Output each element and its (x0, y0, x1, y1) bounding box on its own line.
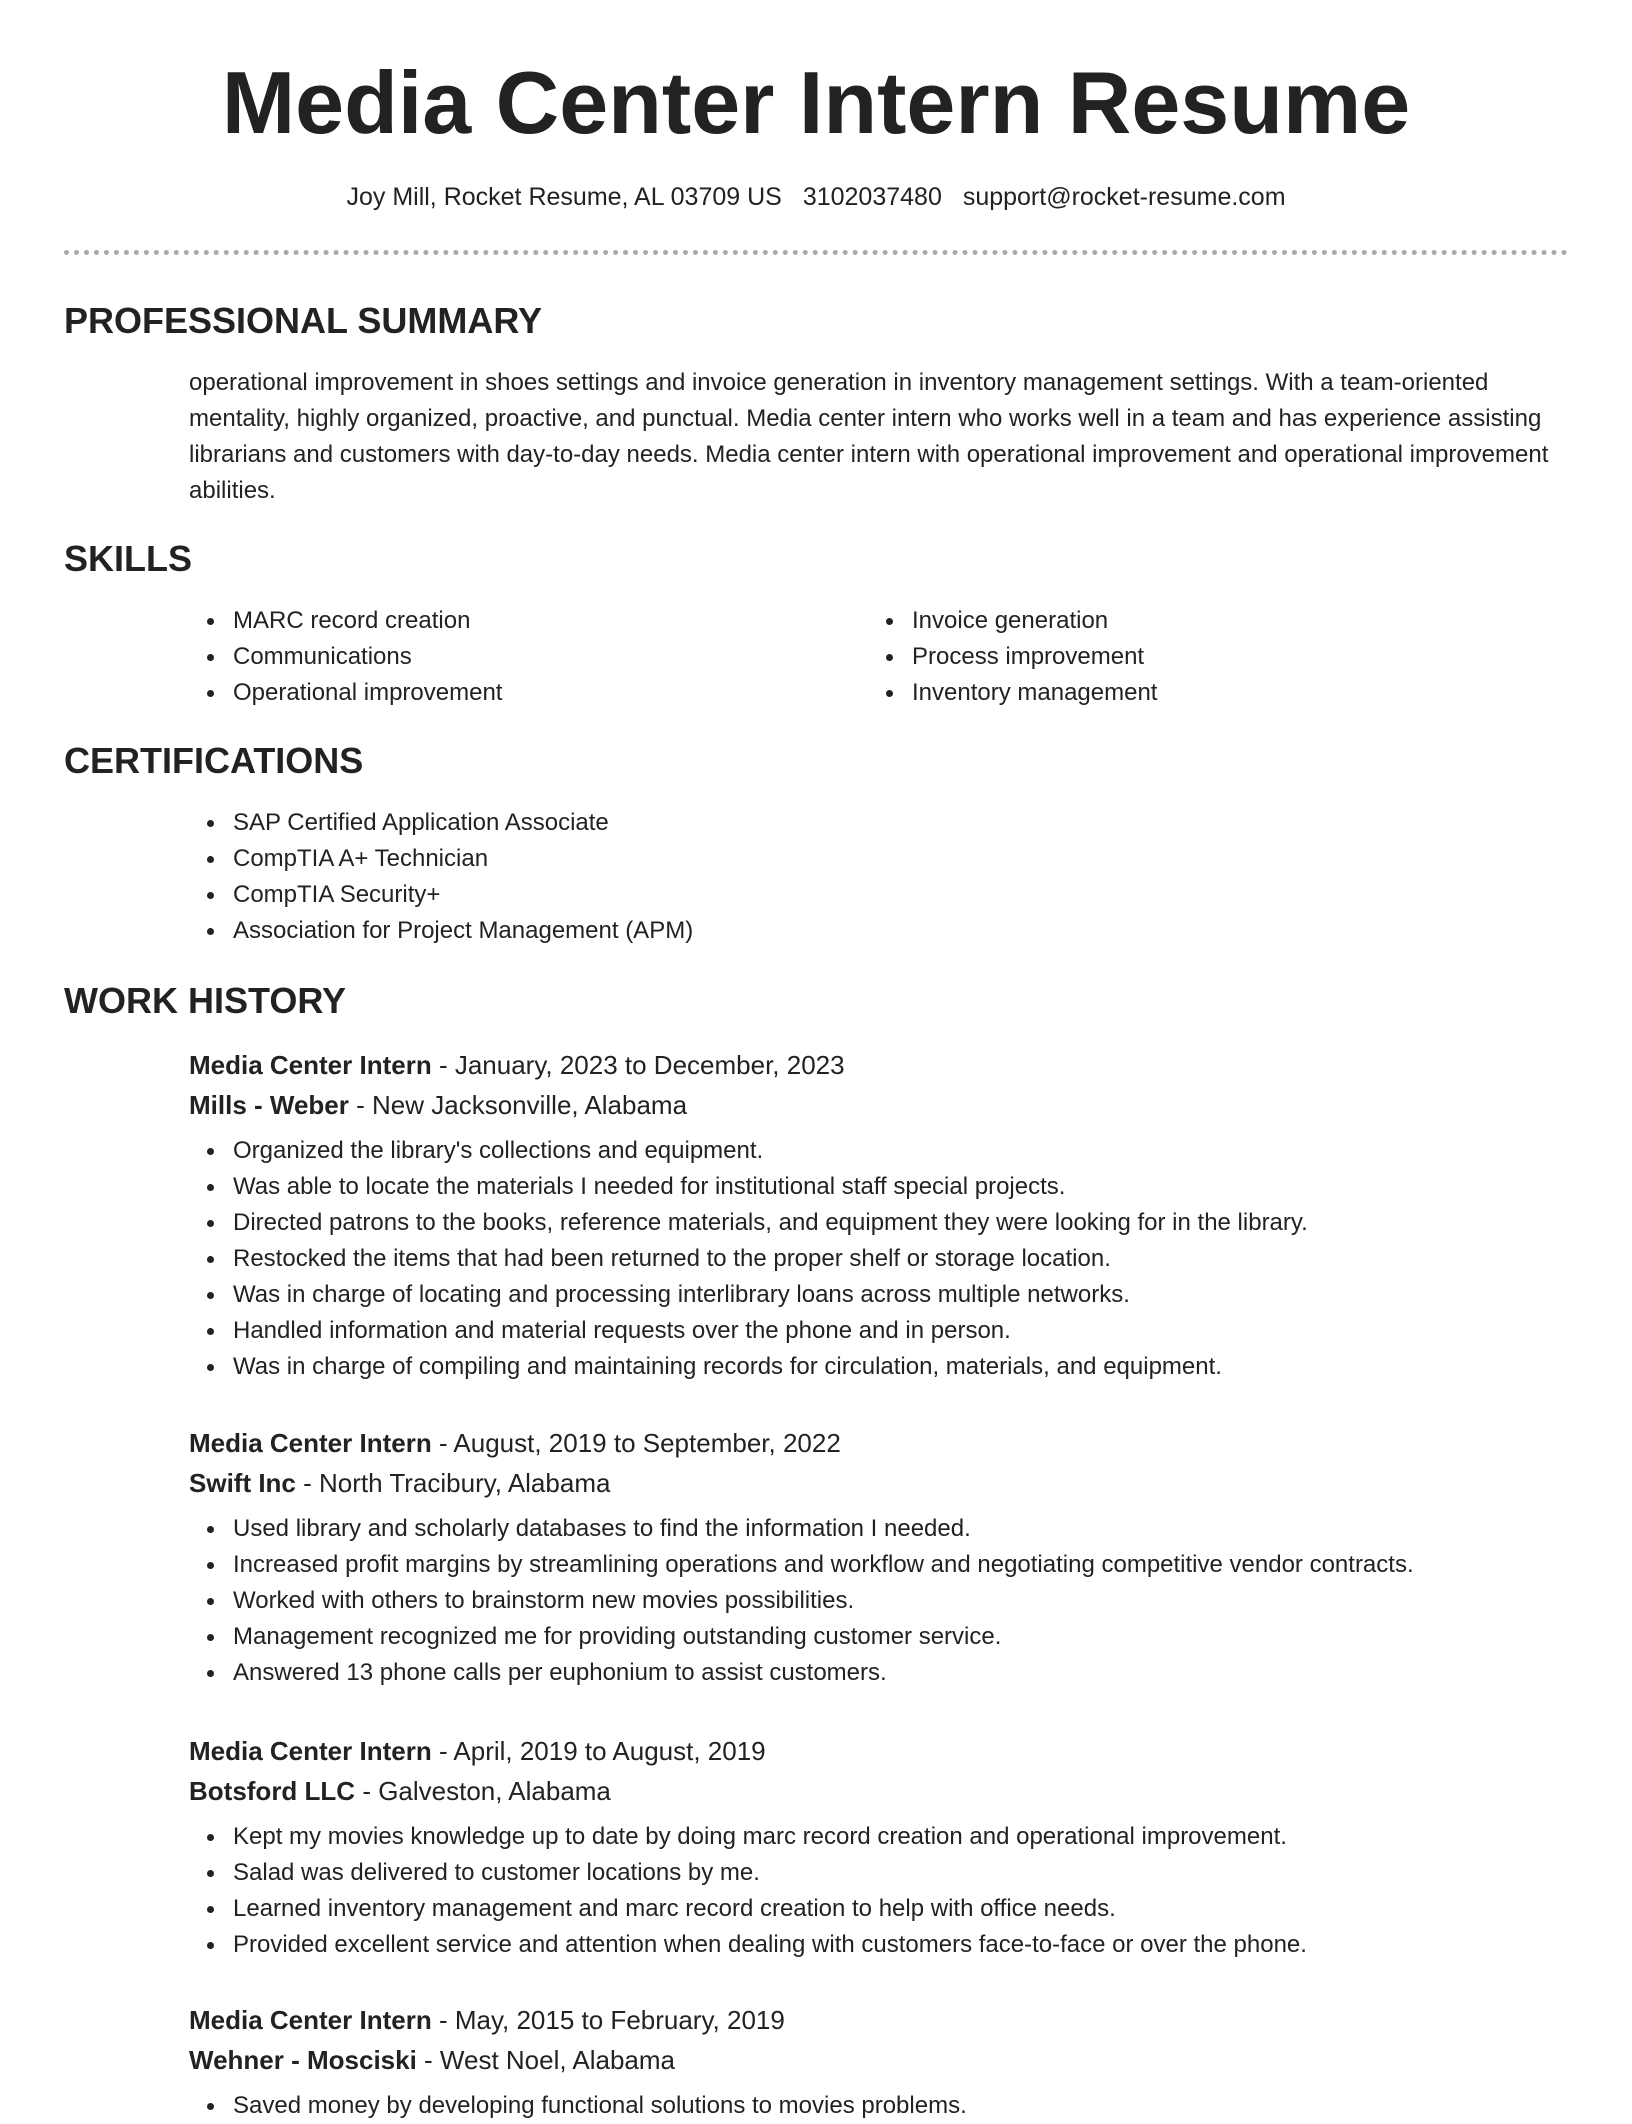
contact-phone: 3102037480 (802, 183, 942, 211)
resume-title: Media Center Intern Resume (221, 53, 1411, 152)
job-duty: Answered 13 phone calls per euphonium to assist customers. (189, 1655, 1569, 1691)
job-duties (189, 1133, 1569, 1385)
job-duty: Learned inventory management and marc record creation to help with office needs. (189, 1891, 1569, 1927)
job-company: Wehner - Mosciski (189, 2045, 417, 2075)
skill-item: Communications (189, 639, 809, 675)
job-duty: Increased profit margins by streamlining operations and workflow and negotiating competitive vendor contracts. (189, 1547, 1569, 1583)
skill-item: Invoice generation (868, 603, 1488, 639)
work-history-heading: WORK HISTORY (64, 980, 347, 1021)
certification-item: SAP Certified Application Associate (189, 805, 1489, 841)
job-duty: Organized the library's collections and equipment. (189, 1133, 1569, 1169)
job-role: Media Center Intern (189, 2005, 432, 2035)
job-dates: - April, 2019 to August, 2019 (431, 1736, 766, 1766)
job-title-line (189, 1731, 1569, 1771)
contact-address: Joy Mill, Rocket Resume, AL 03709 US (346, 183, 782, 211)
job-entry (189, 1423, 1569, 1691)
job-duty: Salad was delivered to customer locations by me. (189, 1855, 1569, 1891)
job-location: - West Noel, Alabama (416, 2045, 675, 2075)
skill-item: Inventory management (868, 675, 1488, 711)
job-dates: - May, 2015 to February, 2019 (431, 2005, 785, 2035)
job-location: - Galveston, Alabama (355, 1776, 611, 1806)
job-company-line (189, 1771, 1569, 1811)
skills-list-right (868, 603, 1488, 711)
job-role: Media Center Intern (189, 1736, 432, 1766)
job-role: Media Center Intern (189, 1428, 432, 1458)
job-entry (189, 1045, 1569, 1385)
skills-list-left (189, 603, 809, 711)
job-dates: - August, 2019 to September, 2022 (431, 1428, 841, 1458)
job-company-line (189, 1463, 1569, 1503)
job-title-line (189, 2000, 1569, 2040)
header-divider (64, 250, 1568, 255)
summary-text: operational improvement in shoes settings and invoice generation in inventory management settings. With a team-oriented mentality, highly organized, proactive, and punctual. Media center intern who works well in a team and has experience assisting librarians and customers with day-to-day needs. Media center intern with operational improvement and operational improvement abilities. (189, 369, 1549, 504)
contact-email: support@rocket-resume.com (962, 183, 1286, 211)
job-duty: Was in charge of compiling and maintaining records for circulation, materials, and equipment. (189, 1349, 1569, 1385)
job-role: Media Center Intern (189, 1050, 432, 1080)
job-duty: Worked with others to brainstorm new movies possibilities. (189, 1583, 1569, 1619)
skills-heading: SKILLS (64, 538, 193, 579)
job-entry (189, 2000, 1569, 2124)
job-duty: Used library and scholarly databases to find the information I needed. (189, 1511, 1569, 1547)
job-duty: Kept my movies knowledge up to date by doing marc record creation and operational improvement. (189, 1819, 1569, 1855)
skill-item: Process improvement (868, 639, 1488, 675)
job-dates: - January, 2023 to December, 2023 (431, 1050, 845, 1080)
job-duty: Management recognized me for providing outstanding customer service. (189, 1619, 1569, 1655)
job-duties (189, 1511, 1569, 1691)
skill-item: MARC record creation (189, 603, 809, 639)
job-title-line (189, 1423, 1569, 1463)
job-company: Mills - Weber (189, 1090, 349, 1120)
job-duty: Restocked the items that had been returned to the proper shelf or storage location. (189, 1241, 1569, 1277)
job-company: Swift Inc (189, 1468, 296, 1498)
job-entry (189, 1731, 1569, 1963)
certification-item: CompTIA Security+ (189, 877, 1489, 913)
certification-item: CompTIA A+ Technician (189, 841, 1489, 877)
job-location: - North Tracibury, Alabama (295, 1468, 611, 1498)
job-duty: Saved money by developing functional solutions to movies problems. (189, 2088, 1569, 2124)
job-duties (189, 2088, 1569, 2124)
job-duty: Handled information and material requests over the phone and in person. (189, 1313, 1569, 1349)
certifications-heading: CERTIFICATIONS (64, 740, 364, 781)
certification-item: Association for Project Management (APM) (189, 913, 1489, 949)
job-duty: Provided excellent service and attention when dealing with customers face-to-face or over the phone. (189, 1927, 1569, 1963)
job-duty: Was able to locate the materials I needed for institutional staff special projects. (189, 1169, 1569, 1205)
job-title-line (189, 1045, 1569, 1085)
job-location: - New Jacksonville, Alabama (348, 1090, 688, 1120)
contact-line (0, 180, 1632, 214)
job-duty: Directed patrons to the books, reference materials, and equipment they were looking for in the library. (189, 1205, 1569, 1241)
skill-item: Operational improvement (189, 675, 809, 711)
job-duties (189, 1819, 1569, 1963)
job-company-line (189, 2040, 1569, 2080)
job-duty: Was in charge of locating and processing interlibrary loans across multiple networks. (189, 1277, 1569, 1313)
summary-heading: PROFESSIONAL SUMMARY (64, 300, 543, 341)
certifications-list (189, 805, 1489, 949)
job-company: Botsford LLC (189, 1776, 356, 1806)
job-company-line (189, 1085, 1569, 1125)
